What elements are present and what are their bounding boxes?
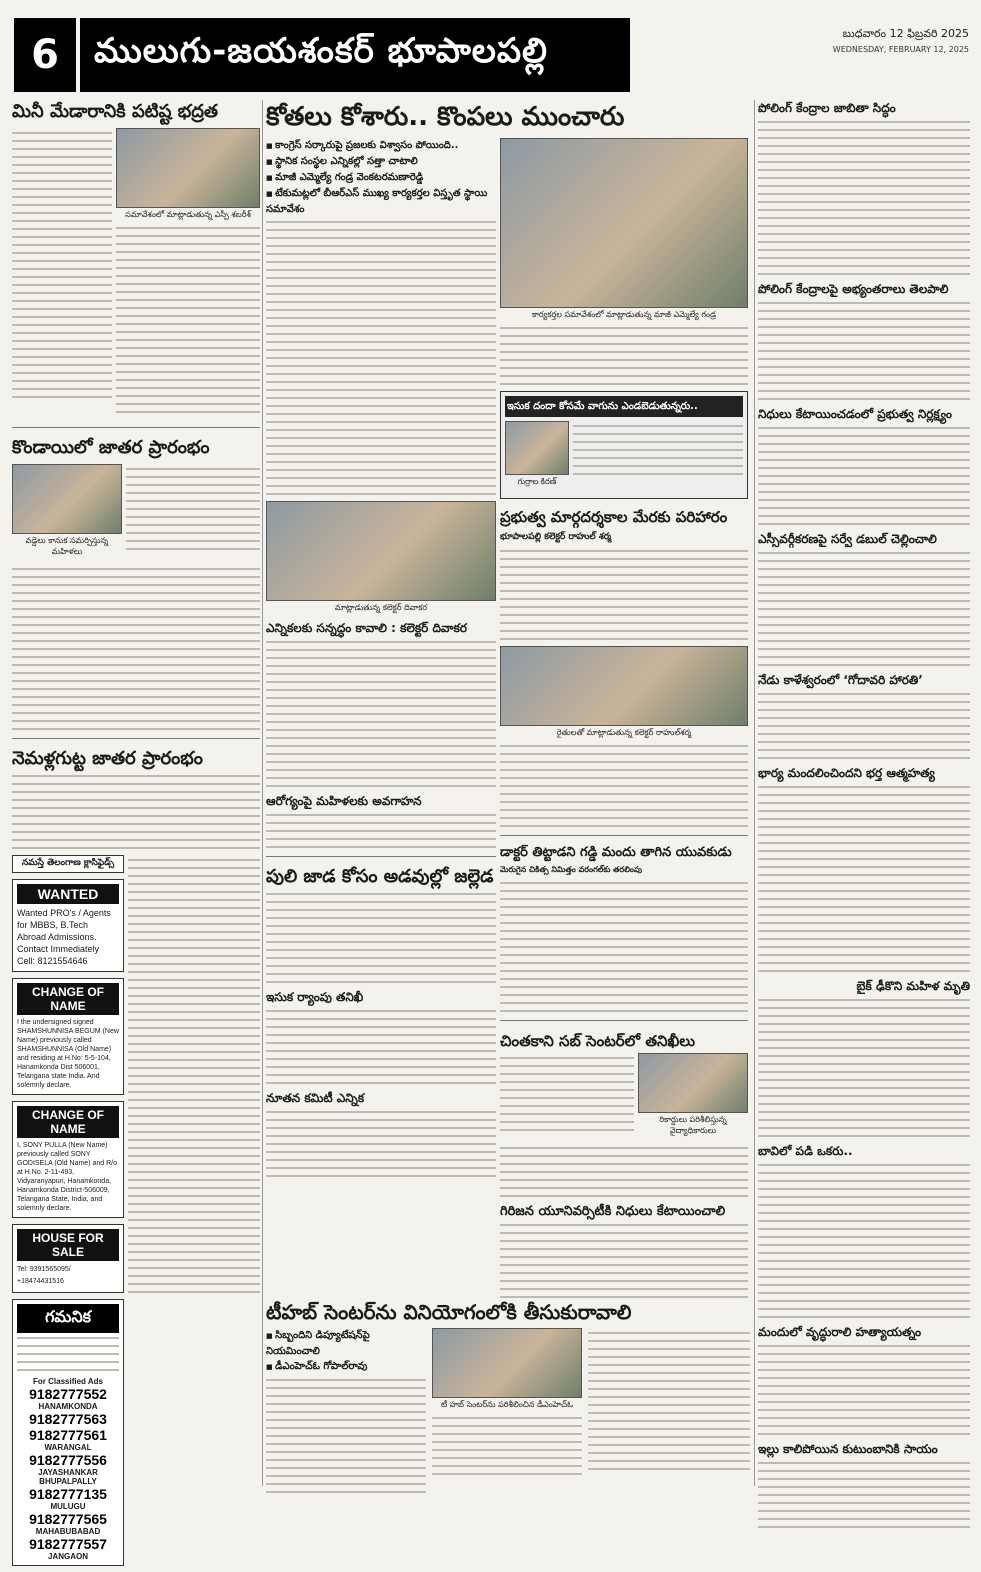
phone-place: JAYASHANKAR BHUPALPALLY: [38, 1468, 98, 1486]
phone-place: JANGAON: [47, 1552, 88, 1561]
phone-place: MULUGU: [50, 1502, 86, 1511]
photo-caption: సమావేశంలో మాట్లాడుతున్న ఎస్పీ శబరీశ్: [125, 210, 251, 219]
page-number: 6: [14, 18, 76, 92]
ad-change-of-name: [12, 1101, 124, 1218]
headline: ప్రభుత్వ మార్గదర్శకాల మేరకు పరిహారం: [500, 508, 728, 526]
quote-title: ఇసుక దందా కోసమే వాగును ఎండబెడుతున్నరు..: [505, 396, 743, 417]
headline: నేడు కాళేశ్వరంలో ‘గోదావరి హారతి’: [758, 673, 923, 687]
headline: ఎస్సీవర్గీకరణపై సర్వే డబుల్‌ చెల్లించాలి: [758, 532, 937, 546]
notice-block: [12, 1299, 124, 1566]
ad-house-for-sale: [12, 1224, 124, 1293]
headline: టీహబ్‌ సెంటర్‌ను వినియోగంలోకి తీసుకురావాలి: [266, 1300, 632, 1324]
ad-wanted: [12, 879, 124, 972]
column-1: [12, 100, 260, 1572]
phone-list: [17, 1386, 119, 1561]
headline: ఇల్లు కాలిపోయిన కుటుంబానికి సాయం: [758, 1442, 938, 1456]
bullet: ■ డీఎంహెచ్‌ఓ గోపాల్‌రావు: [266, 1359, 426, 1375]
lead-bullet: ■ స్థానిక సంస్థల ఎన్నికల్లో సత్తా చాటాలి: [266, 154, 492, 170]
ad-text: Tel: 9391565095/ +18474431516: [17, 1266, 71, 1285]
phone-number: 9182777561: [29, 1427, 107, 1443]
ad-title: WANTED: [17, 884, 119, 904]
lead-story: [266, 100, 750, 134]
news-photo: [266, 501, 496, 601]
ad-change-of-name: [12, 978, 124, 1095]
bottom-story: [266, 1300, 750, 1499]
column-rule: [262, 100, 263, 1486]
photo-caption: టీ హబ్‌ సెంటర్‌ను పరిశీలించిన డీఎంహెచ్‌ఓ: [441, 1400, 573, 1409]
headline: నిధులు కేటాయించడంలో ప్రభుత్వ నిర్లక్ష్యం: [758, 407, 952, 421]
column-rule: [754, 100, 755, 1486]
ad-title: CHANGE OF NAME: [17, 1106, 119, 1138]
ad-title: CHANGE OF NAME: [17, 983, 119, 1015]
subheadline: భూపాలపల్లి కలెక్టర్‌ రాహుల్‌ శర్మ: [500, 532, 612, 542]
news-photo: [500, 646, 748, 726]
district-title: ములుగు-జయశంకర్ భూపాలపల్లి: [80, 18, 630, 92]
headline: నెమళ్లగుట్ట జాతర ప్రారంభం: [12, 748, 203, 769]
lead-bullet: ■ మాజీ ఎమ్మెల్యే గండ్ర వెంకటరమణారెడ్డి: [266, 170, 492, 186]
headline: చింతకాని సబ్‌ సెంటర్‌లో తనిఖీలు: [500, 1032, 696, 1050]
photo-caption: వడ్డెలు కానుక సమర్పిస్తున్న మహిళలు: [25, 536, 109, 556]
lead-headline: కోతలు కోశారు.. కొంపలు ముంచారు: [266, 102, 625, 132]
photo-caption: రైతులతో మాట్లాడుతున్న కలెక్టర్‌ రాహుల్‌శర్మ: [556, 728, 692, 737]
headline: భార్య మందలించిందని భర్త ఆత్మహత్య: [758, 766, 935, 780]
headline: ఎన్నికలకు సన్నద్ధం కావాలి : కలెక్టర్‌ దివాకర: [266, 621, 467, 635]
news-photo: [638, 1053, 748, 1113]
phone-place: MAHABUBABAD: [35, 1527, 101, 1536]
lead-bullet: ■ టేకుమట్లలో బీఆర్‌ఎస్‌ ముఖ్య కార్యకర్తల విస్తృత స్థాయి సమావేశం: [266, 186, 492, 217]
headline: కొండాయిలో జాతర ప్రారంభం: [12, 437, 210, 458]
classified-label: For Classified Ads: [33, 1377, 103, 1386]
portrait-photo: [505, 421, 569, 475]
phone-place: HANAMKONDA: [38, 1402, 98, 1411]
column-2: [266, 138, 496, 1183]
news-photo: [12, 464, 122, 534]
photo-caption: రికార్డులు పరిశీలిస్తున్న వైద్యాధికారులు: [659, 1115, 727, 1135]
column-4: [758, 100, 970, 1534]
photo-caption: కార్యకర్తల సమావేశంలో మాట్లాడుతున్న మాజీ ఎమ్మెల్యే గండ్ర: [531, 310, 716, 319]
lead-bullet: ■ కాంగ్రెస్‌ సర్కారుపై ప్రజలకు విశ్వాసం పోయింది..: [266, 138, 492, 154]
headline: ఆరోగ్యంపై మహిళలకు అవగాహన: [266, 794, 422, 808]
ad-text: Wanted PRO's / Agents for MBBS, B.Tech Abroad Admissions. Contact Immediately Cell: 8121554646: [17, 908, 111, 966]
headline: పులి జాడ కోసం అడవుల్లో జల్లెడ: [266, 866, 494, 887]
date-telugu: బుధవారం 12 ఫిబ్రవరి 2025: [842, 27, 969, 40]
ad-title: HOUSE FOR SALE: [17, 1229, 119, 1261]
headline: బావిలో పడి ఒకరు..: [758, 1144, 853, 1158]
subheadline: మెరుగైన చికిత్స నిమిత్తం వరంగల్‌కు తరలింపు: [500, 865, 642, 874]
headline: పోలింగ్‌ కేంద్రాల జాబితా సిద్ధం: [758, 101, 896, 115]
phone-number: 9182777556: [29, 1452, 107, 1468]
date-english: WEDNESDAY, FEBRUARY 12, 2025: [832, 45, 969, 54]
photo-caption: మాట్లాడుతున్న కలెక్టర్‌ దివాకర: [334, 603, 428, 612]
news-photo: [500, 138, 748, 308]
headline: నూతన కమిటీ ఎన్నిక: [266, 1091, 365, 1105]
headline: మినీ మేడారానికి పటిష్ట భద్రత: [12, 101, 218, 122]
headline: బైక్‌ ఢీకొని మహిళ మృతి: [856, 979, 970, 993]
headline: గిరిజన యూనివర్సిటీకి నిధులు కేటాయించాలి: [500, 1204, 726, 1219]
quote-name: గుర్రాల కిరణ్: [517, 477, 557, 486]
news-photo: [432, 1328, 582, 1398]
ad-text: I the undersigned signed SHAMSHUNNISA BEGUM (New Name) previously called SHAMSHUNNISA (Old Name) and residing at H.No: 5-5-104, Hanamkonda Dist 506001, Telangana state India. And solemnly declare.: [17, 1019, 119, 1089]
phone-place: WARANGAL: [44, 1443, 92, 1452]
phone-number: 9182777552: [29, 1386, 107, 1402]
phone-number: 9182777557: [29, 1536, 107, 1552]
headline: డాక్టర్‌ తిట్టాడని గడ్డి మందు తాగిన యువకుడు: [500, 845, 732, 860]
date-block: [833, 26, 969, 58]
notice-title: గమనిక: [17, 1304, 119, 1333]
classified-brand: నమస్తే తెలంగాణ క్లాసిఫైడ్స్: [12, 855, 124, 873]
phone-number: 9182777135: [29, 1486, 107, 1502]
news-photo: [116, 128, 260, 208]
ad-text: I, SONY PULLA (New Name) previously called SONY GODISELA (Old Name) and R/o at H.No. 2-11-493, Vidyaranyapuri, Hanamkonda, Hanamkonda District-506009, Telangana State, India, and solemnly declare.: [17, 1142, 117, 1212]
bullet: ■ సిబ్బందిని డిప్యూటేషన్‌పై నియమించాలి: [266, 1328, 426, 1359]
phone-number: 9182777565: [29, 1511, 107, 1527]
quote-box: [500, 391, 748, 499]
headline: మందులో వృద్ధురాలి హత్యాయత్నం: [758, 1325, 922, 1339]
column-3: [500, 138, 748, 1304]
headline: ఇసుక ర్యాంపు తనిఖీ: [266, 990, 364, 1004]
headline: పోలింగ్‌ కేంద్రాలపై అభ్యంతరాలు తెలపాలి: [758, 282, 949, 296]
phone-number: 9182777563: [29, 1411, 107, 1427]
masthead: [14, 18, 969, 92]
